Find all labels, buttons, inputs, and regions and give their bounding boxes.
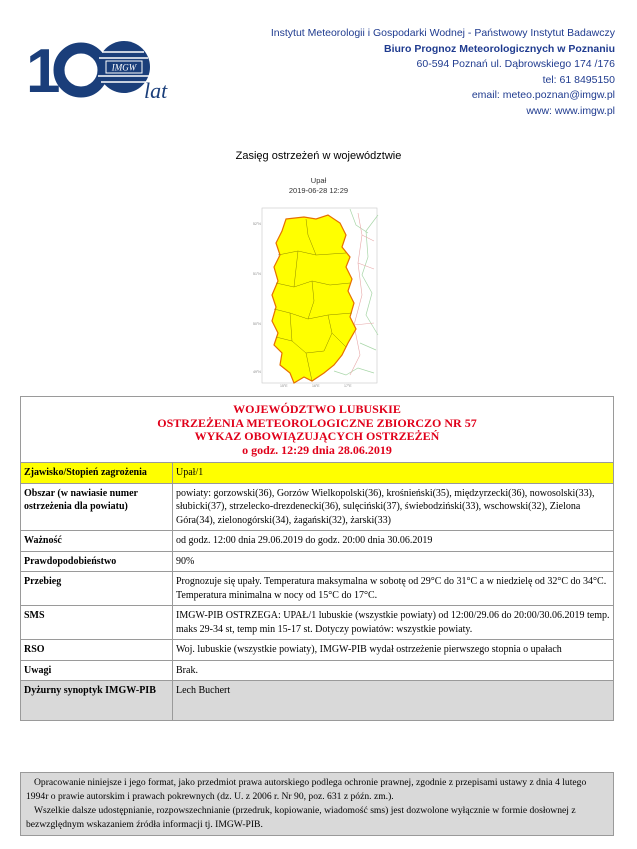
- table-row: [21, 681, 614, 721]
- office-name: Biuro Prognoz Meteorologicznych w Poznaniu: [383, 42, 615, 55]
- rso-value: Woj. lubuskie (wszystkie powiaty), IMGW-PIB wydał ostrzeżenie pierwszego stopnia o upałach: [173, 640, 614, 661]
- logo-badge-text: IMGW: [111, 62, 137, 73]
- table-row: [21, 531, 614, 552]
- logo-number: 1: [26, 37, 61, 106]
- row-label: Ważność: [21, 531, 173, 552]
- title-warnings: OSTRZEŻENIA METEOROLOGICZNE ZBIORCZO NR 57: [157, 415, 477, 430]
- title-voivodeship: WOJEWÓDZTWO LUBUSKIE: [233, 402, 401, 416]
- sms-value: IMGW-PIB OSTRZEGA: UPAŁ/1 lubuskie (wszystkie powiaty) od 12:00/29.06 do 20:00/30.06.2019 temp. maks 29-34 st, temp min 15-17 st. Dotyczy powiatów: wszystkie powiaty.: [173, 606, 614, 640]
- table-row: [21, 640, 614, 661]
- table-row: [21, 483, 614, 531]
- title-time: o godz. 12:29 dnia 28.06.2019: [242, 442, 392, 457]
- table-row: [21, 606, 614, 640]
- address: 60-594 Poznań ul. Dąbrowskiego 174 /176: [416, 58, 615, 71]
- institute-name: Instytut Meteorologii i Gospodarki Wodnej - Państwowy Instytut Badawczy: [270, 27, 615, 39]
- imgw-100-lat-logo: [26, 32, 186, 112]
- svg-text:51°N: 51°N: [253, 272, 261, 276]
- remarks-value: Brak.: [173, 660, 614, 681]
- copyright-footer: [20, 772, 614, 836]
- row-label: Zjawisko/Stopień zagrożenia: [21, 463, 173, 484]
- course-value: Prognozuje się upały. Temperatura maksymalna w sobotę od 29°C do 31°C a w niedzielę od 32°C do 34°C. Temperatura minimalna w nocy od 15°C do 17°C.: [173, 572, 614, 606]
- map-title-block: [0, 176, 637, 196]
- svg-text:17°E: 17°E: [344, 384, 352, 388]
- row-label: Dyżurny synoptyk IMGW-PIB: [21, 681, 173, 721]
- svg-text:15°E: 15°E: [280, 384, 288, 388]
- table-row: [21, 463, 614, 484]
- email[interactable]: email: meteo.poznan@imgw.pl: [471, 89, 615, 102]
- row-label: RSO: [21, 640, 173, 661]
- table-row: [21, 660, 614, 681]
- website[interactable]: www: www.imgw.pl: [526, 104, 615, 117]
- row-label: SMS: [21, 606, 173, 640]
- warning-table: [20, 396, 614, 721]
- copyright-text: Opracowanie niniejsze i jego format, jako przedmiot prawa autorskiego podlega ochronie prawnej, zgodnie z przepisami ustawy z dnia 4 lutego 1994r o prawie autorskim i prawach pokrewnych (dz. U. z 2006 r. Nr 90, poz. 631 z późn. zm.).: [26, 777, 587, 802]
- logo-lat-text: lat: [144, 78, 168, 103]
- svg-text:52°N: 52°N: [253, 222, 261, 226]
- distribution-text: Wszelkie dalsze udostępnianie, rozpowszechnianie (przedruk, kopiowanie, wiadomość sms) jest dozwolone wyłącznie w formie dosłownej z bezwzględnym wskazaniem źródła informacji tj. IMGW-PIB.: [26, 805, 576, 830]
- phone: tel: 61 8495150: [542, 73, 615, 86]
- map-datetime: 2019-06-28 12:29: [288, 186, 349, 195]
- svg-text:49°N: 49°N: [253, 370, 261, 374]
- table-row: [21, 572, 614, 606]
- warning-region-map: [250, 205, 382, 390]
- forecaster-value: Lech Buchert: [173, 681, 614, 721]
- svg-text:16°E: 16°E: [312, 384, 320, 388]
- row-label: Przebieg: [21, 572, 173, 606]
- title-list: WYKAZ OBOWIĄZUJĄCYCH OSTRZEŻEŃ: [194, 429, 440, 443]
- validity-value: od godz. 12:00 dnia 29.06.2019 do godz. 20:00 dnia 30.06.2019: [173, 531, 614, 552]
- table-row: [21, 551, 614, 572]
- row-label: Prawdopodobieństwo: [21, 551, 173, 572]
- section-title: Zasięg ostrzeżeń w województwie: [235, 150, 402, 162]
- area-value: powiaty: gorzowski(36), Gorzów Wielkopolski(36), krośnieński(35), międzyrzecki(36), nowosolski(33), słubicki(37), strzelecko-drezdenecki(36), sulęciński(37), świebodziński(33), wschowski(32), Zielona Góra(34), zielonogórski(34), żagański(32), żarski(33): [173, 483, 614, 531]
- row-label: Uwagi: [21, 660, 173, 681]
- svg-text:50°N: 50°N: [253, 322, 261, 326]
- row-label: Obszar (w nawiasie numer ostrzeżenia dla powiatu): [21, 483, 173, 531]
- map-title: Upał: [310, 176, 327, 185]
- institute-header: [271, 26, 615, 120]
- table-title: [21, 397, 614, 463]
- probability-value: 90%: [173, 551, 614, 572]
- phenomenon-value: Upał/1: [173, 463, 614, 484]
